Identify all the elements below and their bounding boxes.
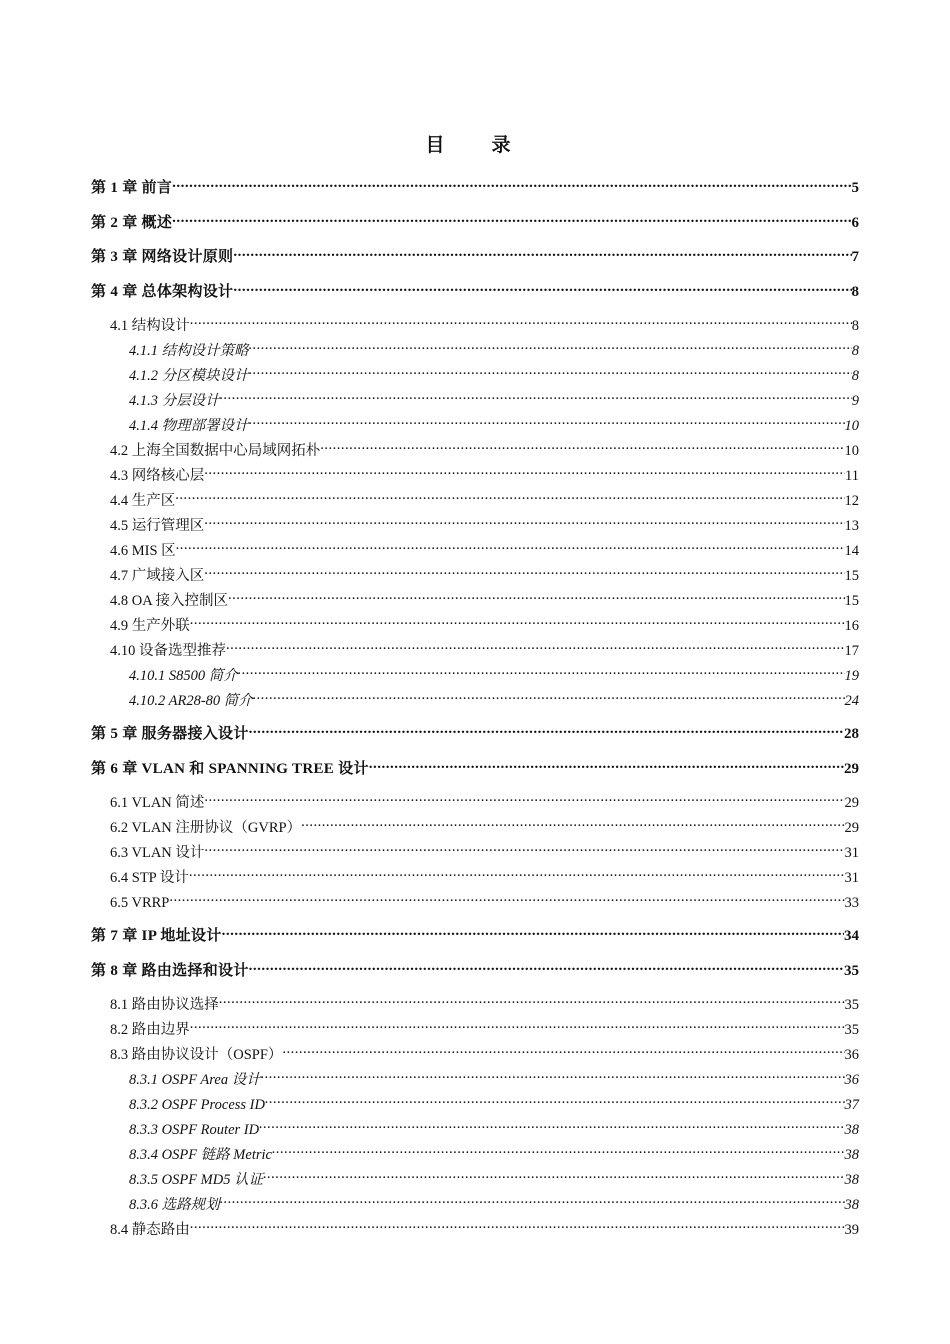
toc-dot-leader — [204, 843, 844, 858]
toc-subsection-entry[interactable] — [91, 364, 859, 389]
toc-page-number: 8 — [851, 343, 859, 359]
toc-section-entry[interactable] — [91, 314, 859, 339]
toc-section-entry[interactable] — [91, 564, 859, 589]
toc-entry-label: 8.3.3 OSPF Router ID — [129, 1122, 260, 1138]
toc-dot-leader — [261, 1070, 845, 1085]
toc-entry-label: 第 2 章 概述 — [91, 214, 173, 231]
toc-page-number: 6 — [851, 214, 859, 231]
toc-dot-leader — [265, 1095, 845, 1110]
toc-chapter-entry[interactable] — [91, 757, 859, 792]
toc-entry-label: 4.4 生产区 — [110, 493, 176, 509]
toc-section-entry[interactable] — [91, 791, 859, 816]
toc-page-number: 31 — [844, 870, 859, 886]
toc-entry-label: 4.10 设备选型推荐 — [110, 643, 226, 659]
toc-subsection-entry[interactable] — [91, 1068, 859, 1093]
toc-dot-leader — [220, 391, 852, 406]
toc-entry-label: 6.1 VLAN 简述 — [110, 795, 205, 811]
toc-dot-leader — [172, 212, 851, 227]
toc-entry-label: 8.1 路由协议选择 — [110, 997, 219, 1013]
toc-dot-leader — [249, 416, 845, 431]
toc-page-number: 34 — [844, 928, 859, 944]
toc-page-number: 24 — [844, 693, 859, 709]
toc-dot-leader — [249, 366, 852, 381]
toc-page-number: 37 — [844, 1097, 859, 1113]
toc-page-number: 39 — [844, 1222, 859, 1238]
toc-page-number: 15 — [844, 568, 859, 584]
toc-entry-label: 第 3 章 网络设计原则 — [91, 249, 234, 265]
toc-page-number: 38 — [844, 1172, 859, 1188]
toc-page-number: 35 — [844, 962, 859, 979]
toc-entry-label: 4.7 广域接入区 — [110, 568, 205, 584]
toc-entry-label: 4.1 结构设计 — [110, 318, 190, 334]
toc-page-number: 7 — [851, 249, 859, 265]
toc-page-number: 5 — [851, 180, 859, 196]
toc-subsection-entry[interactable] — [91, 339, 859, 364]
toc-chapter-entry[interactable] — [91, 959, 859, 994]
toc-dot-leader — [219, 995, 845, 1010]
toc-page-number: 11 — [845, 468, 859, 484]
toc-section-entry[interactable] — [91, 439, 859, 464]
toc-entry-label: 4.1.2 分区模块设计 — [129, 368, 249, 384]
toc-subsection-entry[interactable] — [91, 1193, 859, 1218]
toc-dot-leader — [249, 341, 852, 356]
toc-page-number: 10 — [844, 443, 859, 459]
toc-page-number: 36 — [844, 1047, 859, 1063]
toc-dot-leader — [233, 246, 851, 261]
toc-dot-leader — [301, 818, 844, 833]
toc-dot-leader — [190, 616, 845, 631]
toc-dot-leader — [228, 591, 844, 606]
toc-entry-label: 第 6 章 VLAN 和 SPANNING TREE 设计 — [91, 760, 369, 777]
toc-entry-label: 4.10.2 AR28-80 简介 — [129, 693, 253, 709]
toc-section-entry[interactable] — [91, 866, 859, 891]
toc-entry-label: 4.1.3 分层设计 — [129, 393, 220, 409]
toc-entry-label: 第 1 章 前言 — [91, 180, 173, 196]
table-of-contents — [91, 176, 859, 1243]
toc-section-entry[interactable] — [91, 816, 859, 841]
toc-page-number: 38 — [844, 1147, 859, 1163]
toc-section-entry[interactable] — [91, 1043, 859, 1068]
toc-dot-leader — [169, 893, 844, 908]
toc-chapter-entry[interactable] — [91, 211, 859, 246]
toc-page-number: 29 — [844, 760, 859, 777]
toc-entry-label: 4.2 上海全国数据中心局域网拓朴 — [110, 443, 321, 459]
toc-title: 目 录 — [425, 135, 525, 156]
toc-dot-leader — [222, 925, 844, 940]
toc-dot-leader — [238, 666, 845, 681]
toc-entry-label: 8.4 静态路由 — [110, 1222, 190, 1238]
toc-subsection-entry[interactable] — [91, 389, 859, 414]
toc-chapter-entry[interactable] — [91, 176, 859, 211]
toc-chapter-entry[interactable] — [91, 924, 859, 959]
toc-dot-leader — [190, 316, 852, 331]
toc-subsection-entry[interactable] — [91, 1093, 859, 1118]
toc-dot-leader — [320, 441, 844, 456]
toc-section-entry[interactable] — [91, 841, 859, 866]
toc-entry-label: 第 8 章 路由选择和设计 — [91, 962, 249, 979]
toc-entry-label: 8.3.4 OSPF 链路 Metric — [129, 1147, 272, 1163]
toc-entry-label: 4.6 MIS 区 — [110, 543, 176, 559]
toc-dot-leader — [175, 491, 844, 506]
toc-page-number: 29 — [844, 795, 859, 811]
toc-entry-label: 8.3.5 OSPF MD5 认证 — [129, 1172, 264, 1188]
toc-page-number: 8 — [851, 283, 859, 300]
toc-page-number: 35 — [844, 997, 859, 1013]
toc-page-number: 8 — [851, 318, 859, 334]
toc-page-number: 38 — [844, 1197, 859, 1213]
toc-entry-label: 4.10.1 S8500 简介 — [129, 668, 238, 684]
toc-entry-label: 6.5 VRRP — [110, 895, 170, 911]
toc-dot-leader — [172, 177, 851, 192]
toc-subsection-entry[interactable] — [91, 414, 859, 439]
toc-dot-leader — [204, 466, 845, 481]
toc-dot-leader — [204, 566, 844, 581]
toc-dot-leader — [253, 691, 845, 706]
toc-dot-leader — [282, 1045, 844, 1060]
toc-entry-label: 6.3 VLAN 设计 — [110, 845, 205, 861]
toc-dot-leader — [226, 641, 845, 656]
toc-section-entry[interactable] — [91, 891, 859, 916]
toc-entry-label: 8.3.6 选路规划 — [129, 1197, 220, 1213]
toc-entry-label: 6.2 VLAN 注册协议（GVRP） — [110, 820, 302, 836]
toc-section-entry[interactable] — [91, 993, 859, 1018]
toc-entry-label: 4.9 生产外联 — [110, 618, 190, 634]
toc-page-number: 9 — [851, 393, 859, 409]
toc-dot-leader — [190, 1020, 845, 1035]
toc-page-number: 17 — [844, 643, 859, 659]
toc-entry-label: 4.1.4 物理部署设计 — [129, 418, 249, 434]
toc-section-entry[interactable] — [91, 614, 859, 639]
toc-page-number: 15 — [844, 593, 859, 609]
toc-page-number: 10 — [844, 418, 859, 434]
toc-section-entry[interactable] — [91, 539, 859, 564]
toc-entry-label: 8.3.2 OSPF Process ID — [129, 1097, 265, 1113]
toc-page-number: 16 — [844, 618, 859, 634]
toc-entry-label: 6.4 STP 设计 — [110, 870, 189, 886]
toc-page-number: 19 — [844, 668, 859, 684]
toc-section-entry[interactable] — [91, 1018, 859, 1043]
toc-dot-leader — [189, 868, 845, 883]
toc-subsection-entry[interactable] — [91, 664, 859, 689]
toc-entry-label: 第 4 章 总体架构设计 — [91, 283, 234, 300]
toc-dot-leader — [272, 1145, 845, 1160]
toc-section-entry[interactable] — [91, 1218, 859, 1243]
toc-page-number: 28 — [844, 726, 859, 742]
toc-subsection-entry[interactable] — [91, 1143, 859, 1168]
toc-section-entry[interactable] — [91, 489, 859, 514]
toc-page-number: 31 — [844, 845, 859, 861]
toc-dot-leader — [220, 1195, 845, 1210]
toc-entry-label: 第 7 章 IP 地址设计 — [91, 928, 222, 944]
toc-section-entry[interactable] — [91, 639, 859, 664]
toc-dot-leader — [259, 1120, 844, 1135]
toc-chapter-entry[interactable] — [91, 245, 859, 280]
toc-subsection-entry[interactable] — [91, 1168, 859, 1193]
toc-page-number: 35 — [844, 1022, 859, 1038]
toc-dot-leader — [190, 1220, 845, 1235]
toc-entry-label: 4.1.1 结构设计策略 — [129, 343, 249, 359]
toc-dot-leader — [233, 281, 851, 296]
toc-page-number: 8 — [851, 368, 859, 384]
toc-subsection-entry[interactable] — [91, 1118, 859, 1143]
toc-page-number: 12 — [844, 493, 859, 509]
toc-subsection-entry[interactable] — [91, 689, 859, 714]
toc-dot-leader — [249, 960, 844, 975]
toc-dot-leader — [249, 723, 844, 738]
toc-page-number: 36 — [844, 1072, 859, 1088]
toc-entry-label: 8.3 路由协议设计（OSPF） — [110, 1047, 283, 1063]
toc-entry-label: 4.5 运行管理区 — [110, 518, 205, 534]
toc-page-number: 38 — [844, 1122, 859, 1138]
toc-chapter-entry[interactable] — [91, 280, 859, 315]
toc-section-entry[interactable] — [91, 514, 859, 539]
toc-dot-leader — [204, 793, 844, 808]
toc-dot-leader — [176, 541, 845, 556]
toc-entry-label: 第 5 章 服务器接入设计 — [91, 726, 249, 742]
toc-page-number: 29 — [844, 820, 859, 836]
toc-entry-label: 4.8 OA 接入控制区 — [110, 593, 229, 609]
toc-dot-leader — [369, 758, 844, 773]
toc-entry-label: 4.3 网络核心层 — [110, 468, 205, 484]
toc-dot-leader — [263, 1170, 844, 1185]
toc-chapter-entry[interactable] — [91, 722, 859, 757]
toc-entry-label: 8.2 路由边界 — [110, 1022, 190, 1038]
toc-dot-leader — [204, 516, 844, 531]
toc-page-number: 14 — [844, 543, 859, 559]
toc-section-entry[interactable] — [91, 589, 859, 614]
toc-entry-label: 8.3.1 OSPF Area 设计 — [129, 1072, 261, 1088]
toc-section-entry[interactable] — [91, 464, 859, 489]
toc-page-number: 13 — [844, 518, 859, 534]
toc-page-number: 33 — [844, 895, 859, 911]
